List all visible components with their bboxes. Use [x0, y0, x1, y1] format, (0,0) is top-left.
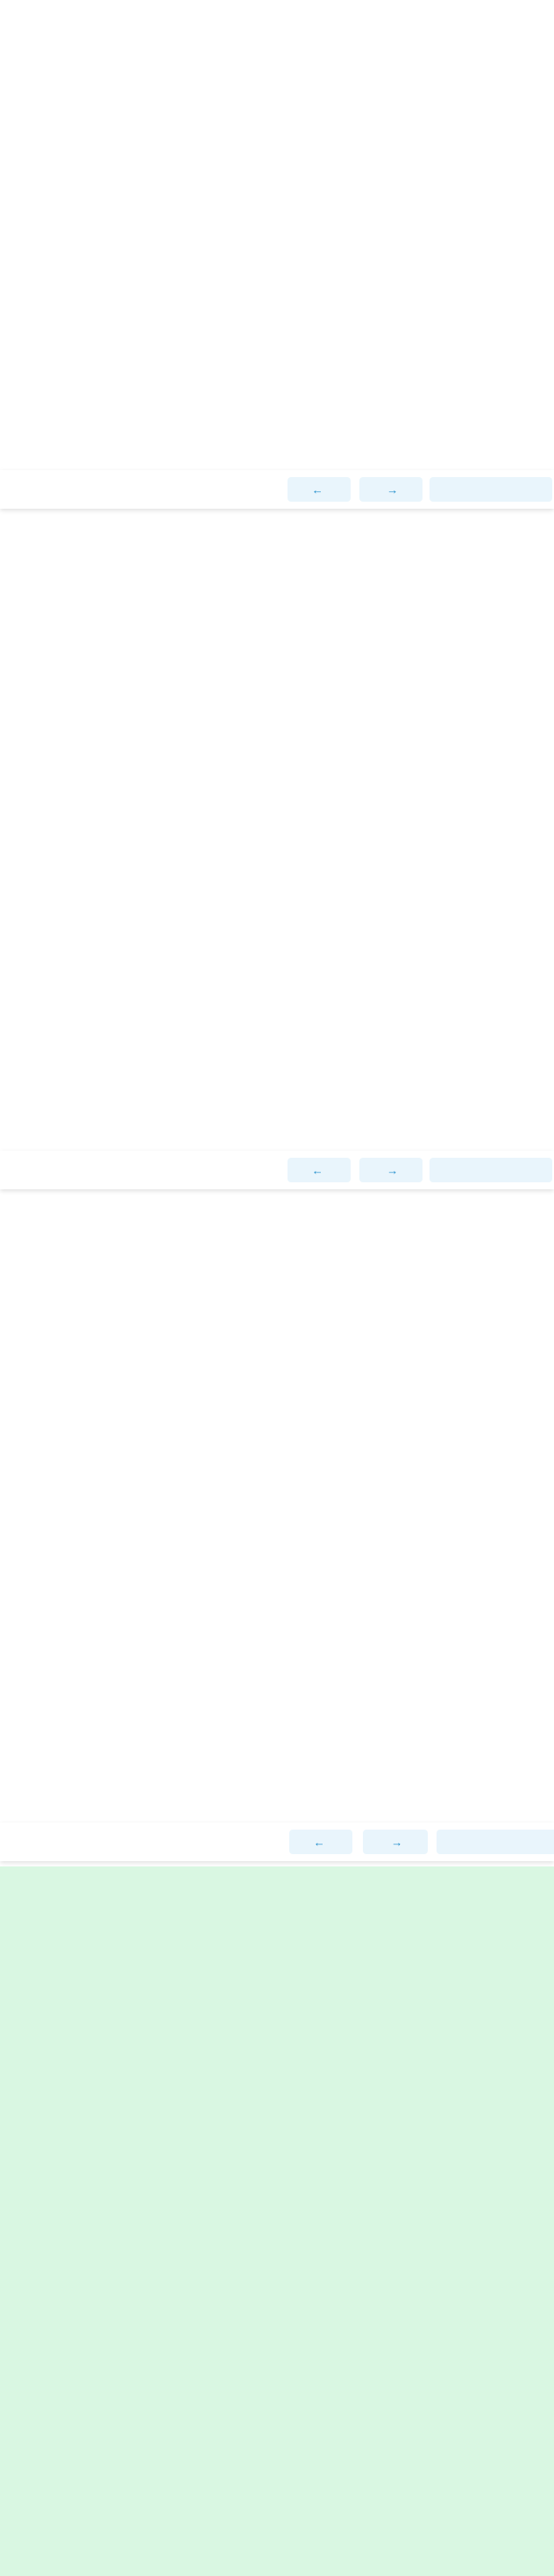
all-exercises-button[interactable] — [430, 1158, 552, 1182]
section-word-list — [0, 513, 554, 1149]
section-transcription-table-green — [0, 1866, 554, 2576]
section-transcription-table — [0, 1207, 554, 1812]
arrow-right-icon: → — [383, 482, 399, 496]
arrow-left-icon: ← — [311, 1163, 327, 1177]
arrow-right-icon: → — [383, 1163, 399, 1177]
prev-button[interactable] — [288, 1158, 351, 1182]
next-button[interactable] — [363, 1830, 428, 1854]
arrow-right-icon: → — [387, 1835, 403, 1849]
prev-button[interactable] — [289, 1830, 352, 1854]
all-exercises-button[interactable] — [437, 1830, 554, 1854]
exercise-nav — [0, 1151, 554, 1189]
next-button[interactable] — [359, 477, 423, 502]
section-letters-table — [0, 0, 554, 526]
arrow-left-icon: ← — [313, 1835, 329, 1849]
all-exercises-button[interactable] — [430, 477, 552, 502]
exercise-nav — [0, 470, 554, 509]
exercise-nav — [0, 1823, 554, 1861]
arrow-left-icon: ← — [311, 482, 327, 496]
prev-button[interactable] — [288, 477, 351, 502]
next-button[interactable] — [359, 1158, 423, 1182]
